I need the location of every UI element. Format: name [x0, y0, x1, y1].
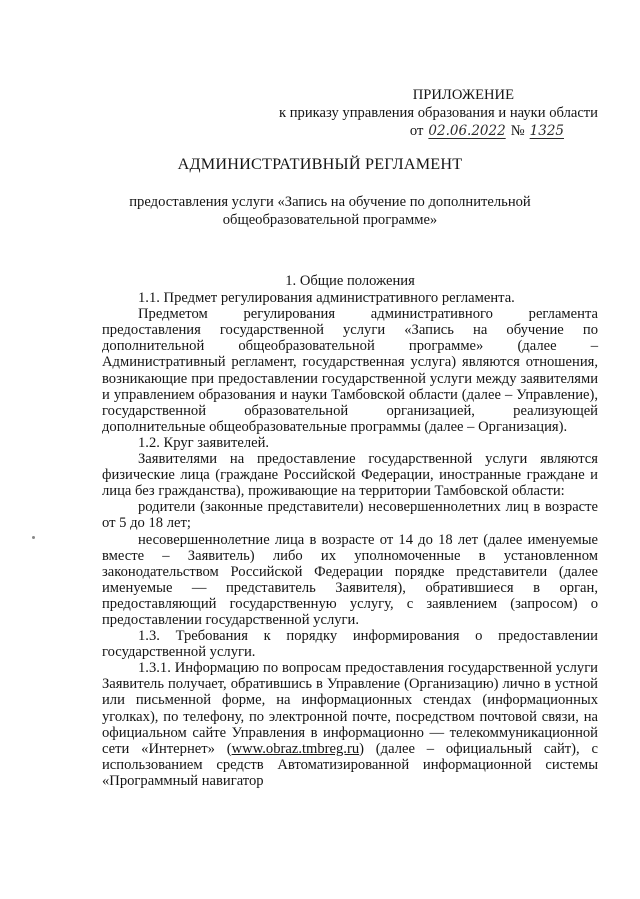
section-1-2-heading: 1.2. Круг заявителей.: [138, 434, 270, 451]
scan-speck: [32, 536, 35, 539]
section-1-2-text: Заявителями на предоставление государственной услуги являются физические лица (граждане Российской Федерации, иностранные граждане и лица без гражданства), проживающие на территории Тамбовской области:: [102, 451, 598, 500]
section-1-3-1-text-b: ) (далее – официальный сайт), с использованием средств Автоматизированной информационной системы «Программный навигатор: [102, 740, 598, 789]
handwritten-date: 02.06.2022: [428, 123, 506, 139]
section-1-3-1-text-a: 1.3.1. Информацию по вопросам предоставления государственной услуги Заявитель получает, обратившись в Управление (Организацию) лично в устной или письменной форме, на информационных стендах (информационных уголках), по телефону, по электронной почте, посредством почтовой связи, на официальном сайте Управления в информационно — телекоммуникационной сети «Интернет» (: [102, 660, 598, 757]
section-1-3-1-text: [102, 660, 598, 789]
number-sign: №: [510, 123, 525, 139]
handwritten-number: 1325: [529, 123, 564, 139]
section-1-2-item-2: несовершеннолетние лица в возрасте от 14 до 18 лет (далее именуемые вместе – Заявитель) либо их уполномоченные в установленном законодательством Российской Федерации порядке представители (далее именуемые — представитель Заявителя), обратившиеся в орган, предоставляющий государственную услугу, с заявлением (запросом) о предоставлении государственной услуги.: [102, 531, 598, 628]
appendix-label: ПРИЛОЖЕНИЕ: [412, 87, 514, 103]
official-site-link[interactable]: www.obraz.tmbreg.ru: [231, 740, 360, 757]
order-date-line: [279, 122, 598, 140]
section-1-1-heading: 1.1. Предмет регулирования административного регламента.: [138, 290, 515, 307]
section-1-3-heading: 1.3. Требования к порядку информирования о предоставлении государственной услуги.: [102, 628, 598, 661]
section-1-1-text: Предметом регулирования административного регламента предоставления государственной услуги «Запись на обучение по дополнительной общеобразовательной программе» (далее – Административный регламент, государственная услуга) являются отношения, возникающие при предоставлении государственной услуги между заявителями и управлением образования и науки Тамбовской области (далее – Управление), государственной образовательной организацией, реализующей дополнительные общеобразовательные программы (далее – Организация).: [102, 306, 598, 435]
section-1-2-item-1: родители (законные представители) несовершеннолетних лиц в возрасте от 5 до 18 лет;: [102, 499, 598, 532]
appendix-header: [279, 86, 598, 140]
from-word: от: [409, 123, 424, 139]
section-1-heading: 1. Общие положения: [285, 273, 415, 289]
subtitle-line-1: предоставления услуги «Запись на обучение по дополнительной: [129, 194, 531, 210]
document-body: [102, 273, 598, 789]
subtitle-line-2: общеобразовательной программе»: [222, 212, 438, 228]
document-title: АДМИНИСТРАТИВНЫЙ РЕГЛАМЕНТ: [177, 155, 463, 173]
order-reference: к приказу управления образования и науки области: [279, 105, 598, 121]
document-subtitle: [100, 193, 560, 229]
